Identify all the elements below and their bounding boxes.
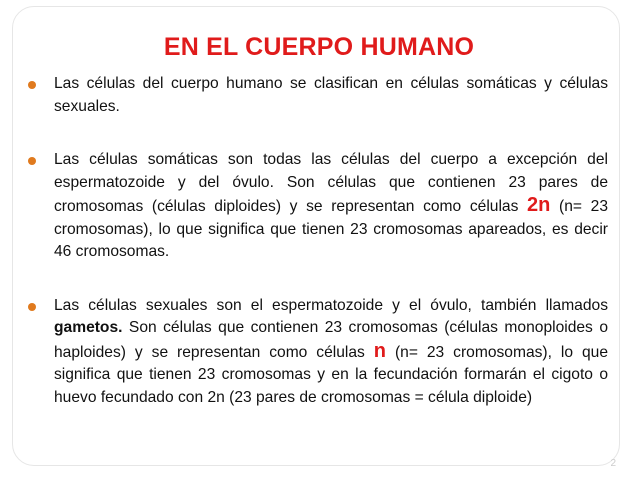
emphasis-2n: 2n (527, 194, 551, 216)
page-number: 2 (610, 458, 616, 469)
emphasis-n: n (373, 339, 387, 362)
bullet-text: (n= 23 cromosomas), lo que significa que tienen 23 cromosomas y en la fecundación formarán el cigoto o huevo fecundado con 2n (23 pares de cromosomas = célula diploide) (54, 343, 608, 406)
gametos-bold: gametos. (54, 319, 123, 336)
bullet-dot-icon (28, 303, 36, 311)
bullet-text: Son células que contienen 23 cromosomas (células monoploides o haploides) y se representan como células (54, 319, 608, 361)
bullet-item (28, 149, 608, 264)
bullet-item (28, 295, 608, 410)
bullet-text: (n= 23 cromosomas), lo que significa que tienen 23 cromosomas apareados, es decir 46 cromosomas. (54, 198, 608, 260)
bullet-text: Las células sexuales son el espermatozoide y el óvulo, también llamados (54, 296, 608, 314)
bullet-list (28, 73, 608, 409)
bullet-item (28, 73, 608, 118)
bullet-text: Las células somáticas son todas las células del cuerpo a excepción del espermatozoide y del óvulo. Son células que contienen 23 pares de cromosomas (células diploides) y se representan como células (54, 151, 608, 215)
bullet-dot-icon (28, 81, 36, 89)
bullet-dot-icon (28, 157, 36, 165)
slide-title: EN EL CUERPO HUMANO (163, 33, 475, 61)
bullet-text: Las células del cuerpo humano se clasifican en células somáticas y células sexuales. (54, 75, 608, 115)
